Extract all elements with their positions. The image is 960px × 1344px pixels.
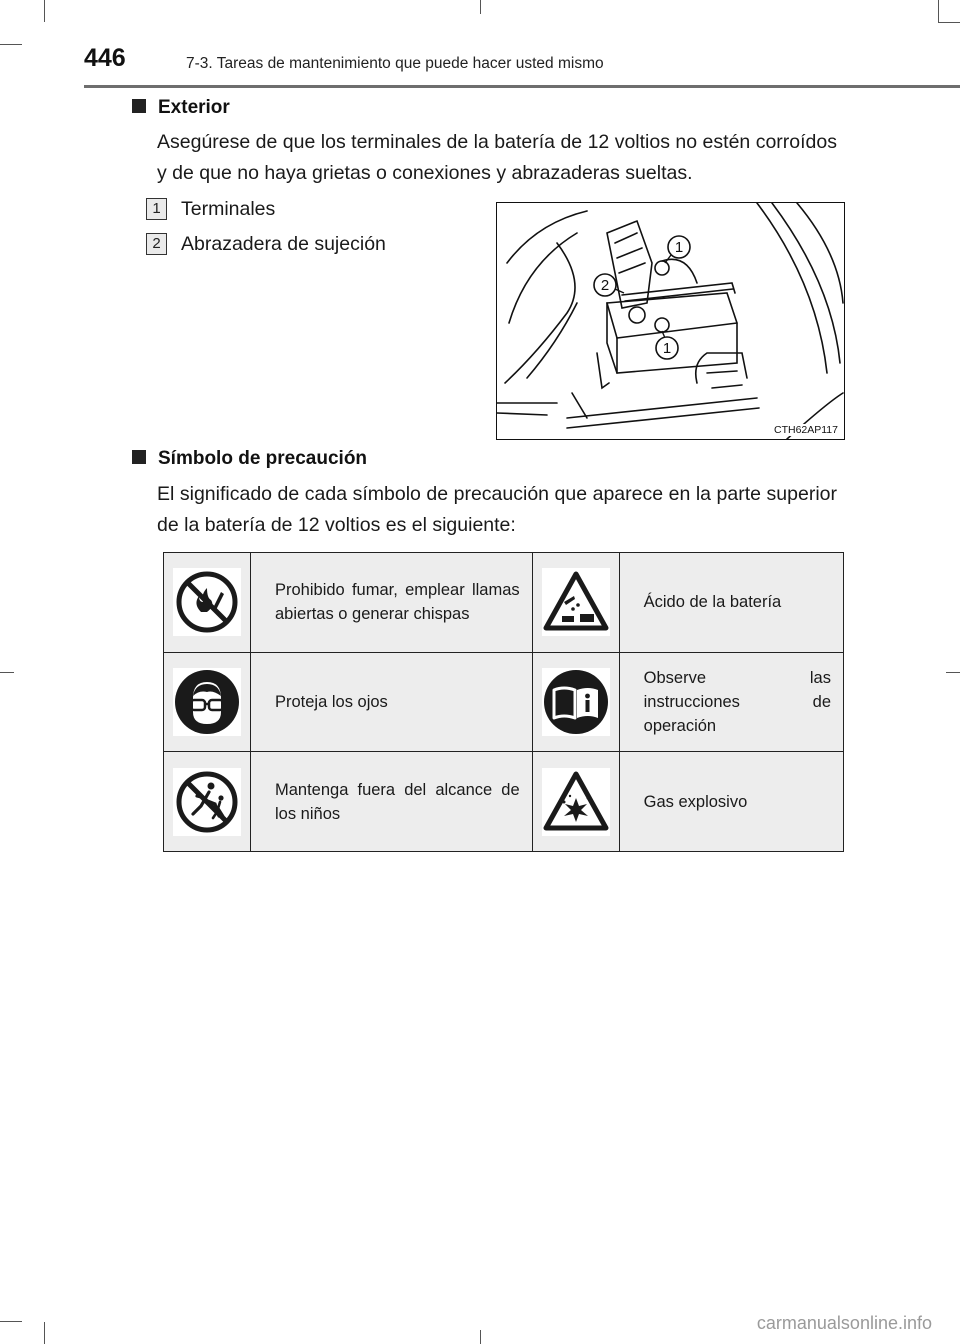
symbol-description: Gas explosivo: [619, 752, 843, 852]
section-title-caution: [132, 448, 367, 470]
legend-label: Abrazadera de sujeción: [181, 233, 386, 255]
crop-mark: [480, 1330, 481, 1344]
symbol-description: Observe las instrucciones de operación: [619, 652, 843, 752]
crop-mark: [480, 0, 481, 14]
keep-away-children-icon: [173, 768, 241, 836]
caution-symbol-table: [163, 552, 844, 852]
symbol-description: Mantenga fuera del alcance de los niños: [251, 752, 533, 852]
symbol-cell: [164, 752, 251, 852]
crop-mark: [938, 22, 960, 23]
crop-mark: [0, 1321, 22, 1322]
legend-label: Terminales: [181, 198, 276, 220]
section-title-text: Símbolo de precaución: [158, 448, 368, 469]
no-smoking-flames-icon: [173, 568, 241, 636]
symbol-cell: [532, 652, 619, 752]
symbol-description: Proteja los ojos: [251, 652, 533, 752]
callout-label-2: 2: [600, 277, 610, 294]
page-number: 446: [84, 44, 126, 72]
table-row: [164, 652, 844, 752]
exterior-body: Asegúrese de que los terminales de la batería de 12 voltios no estén corroídos y de que no haya grietas o conexiones y abrazaderas sueltas.: [157, 131, 837, 184]
table-row: [164, 752, 844, 852]
table-row: [164, 553, 844, 653]
crop-mark: [0, 672, 14, 673]
legend-number: 2: [146, 233, 167, 255]
read-instructions-icon: [542, 668, 610, 736]
caution-body: El significado de cada símbolo de precaución que aparece en la parte superior de la batería de 12 voltios es el siguiente:: [157, 483, 837, 536]
battery-line-drawing: [497, 203, 844, 439]
battery-illustration: [496, 202, 845, 440]
callout-label-1a: 1: [674, 239, 684, 256]
header-rule: [84, 85, 960, 88]
battery-acid-icon: [542, 568, 610, 636]
figure-code: CTH62AP117: [773, 424, 838, 436]
section-square-icon: [132, 99, 146, 113]
legend-item-1: [146, 198, 275, 221]
running-head: 7-3. Tareas de mantenimiento que puede hacer usted mismo: [186, 55, 604, 72]
symbol-cell: [532, 752, 619, 852]
crop-mark: [946, 672, 960, 673]
symbol-description: Ácido de la batería: [619, 553, 843, 653]
section-title-text: Exterior: [158, 97, 230, 118]
section-square-icon: [132, 450, 146, 464]
legend-number: 1: [146, 198, 167, 220]
crop-mark: [0, 44, 22, 45]
legend-item-2: [146, 233, 386, 256]
symbol-cell: [532, 553, 619, 653]
symbol-description: Prohibido fumar, emplear llamas abiertas o generar chispas: [251, 553, 533, 653]
crop-mark: [44, 0, 45, 22]
section-title-exterior: [132, 97, 230, 119]
footer-watermark: carmanualsonline.info: [756, 1313, 932, 1333]
explosive-gas-icon: [542, 768, 610, 836]
crop-mark: [44, 1322, 45, 1344]
crop-mark: [938, 0, 939, 22]
symbol-cell: [164, 553, 251, 653]
symbol-cell: [164, 652, 251, 752]
eye-protection-icon: [173, 668, 241, 736]
callout-label-1b: 1: [662, 340, 672, 357]
